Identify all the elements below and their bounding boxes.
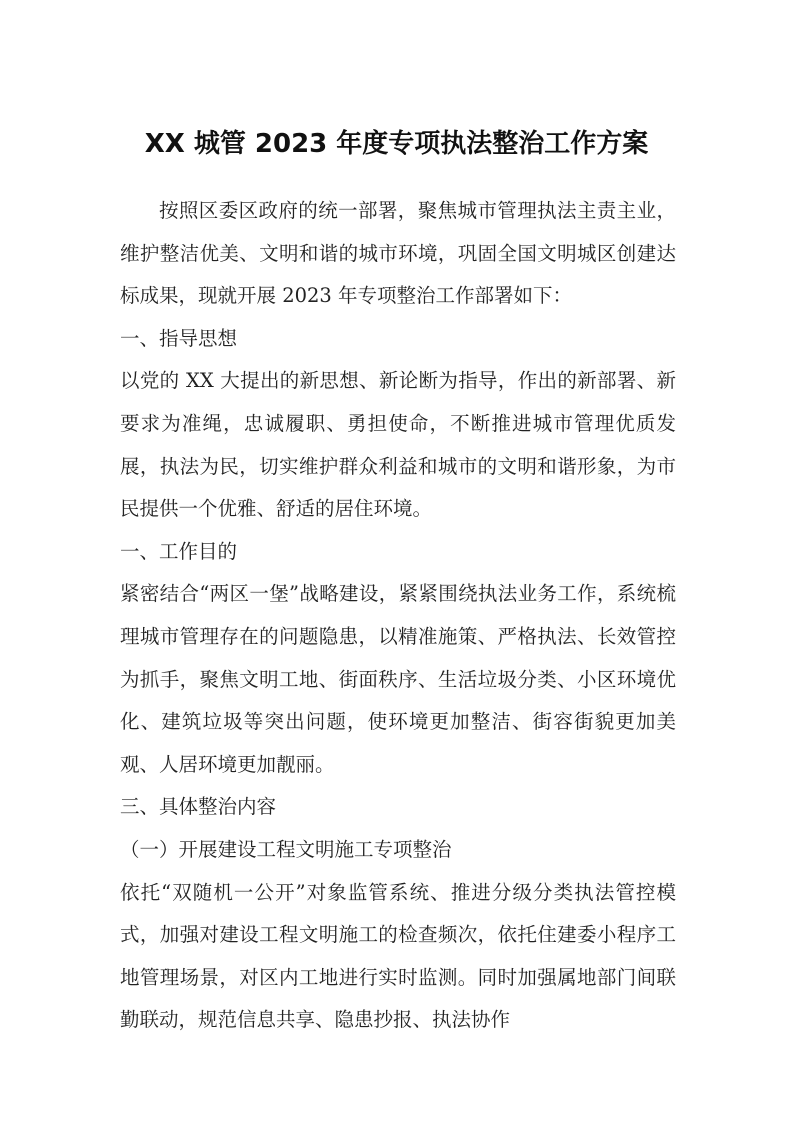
section-heading-specific-content: 三、具体整治内容 [120,795,277,819]
section-heading-guiding-ideology: 一、指导思想 [120,326,238,350]
document-body [120,190,676,1042]
section-heading-work-purpose: 一、工作目的 [120,539,238,563]
paragraph-construction: 依托“双随机一公开”对象监管系统、推进分级分类执法管控模式，加强对建设工程文明施工的检查频次，依托住建委小程序工地管理场景，对区内工地进行实时监测。同时加强属地部门间联勤联动，规范信息共享、隐患抄报、执法协作 [120,880,676,1032]
subsection-heading-construction: （一）开展建设工程文明施工专项整治 [120,837,452,861]
document-title: XX 城管 2023 年度专项执法整治工作方案 [144,129,649,159]
paragraph-guiding-ideology: 以党的 XX 大提出的新思想、新论断为指导，作出的新部署、新要求为准绳，忠诚履职、勇担使命，不断推进城市管理优质发展，执法为民，切实维护群众利益和城市的文明和谐形象，为市民提供一个优雅、舒适的居住环境。 [120,369,676,521]
paragraph-intro: 按照区委区政府的统一部署，聚焦城市管理执法主责主业，维护整洁优美、文明和谐的城市环境，巩固全国文明城区创建达标成果，现就开展 2023 年专项整治工作部署如下： [120,199,676,308]
paragraph-work-purpose: 紧密结合“两区一堡”战略建设，紧紧围绕执法业务工作，系统梳理城市管理存在的问题隐患，以精准施策、严格执法、长效管控为抓手，聚焦文明工地、街面秩序、生活垃圾分类、小区环境优化、建筑垃圾等突出问题，使环境更加整洁、街容街貌更加美观、人居环境更加靓丽。 [120,582,676,776]
